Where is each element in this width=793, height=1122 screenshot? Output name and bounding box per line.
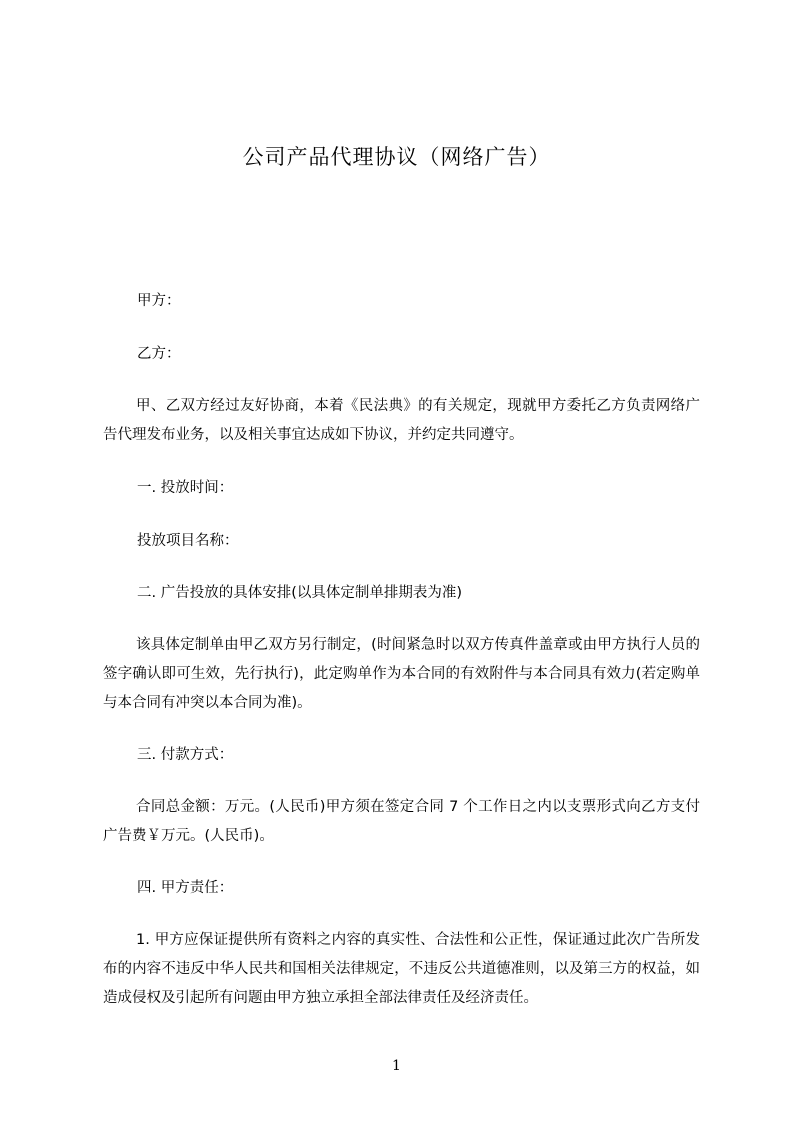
page-number: 1 [392,1058,401,1074]
section3-paragraph: 合同总金额：万元。(人民币)甲方须在签定合同 7 个工作日之内以支票形式向乙方支付广告费￥万元。(人民币)。 [103,799,700,844]
section4-heading: 四. 甲方责任： [137,880,234,896]
section1-heading: 一. 投放时间： [137,480,234,496]
section2-paragraph: 该具体定制单由甲乙双方另行制定，(时间紧急时以双方传真件盖章或由甲方执行人员的签字确认即可生效，先行执行)，此定购单作为本合同的有效附件与本合同具有效力(若定购单与本合同有冲突以本合同为准)。 [103,637,700,711]
project-name-label: 投放项目名称： [137,533,239,549]
party-a-label: 甲方： [137,293,181,309]
intro-paragraph: 甲、乙双方经过友好协商，本着《民法典》的有关规定，现就甲方委托乙方负责网络广告代理发布业务，以及相关事宜达成如下协议，并约定共同遵守。 [103,398,700,443]
section3-heading: 三. 付款方式： [137,747,234,763]
document-title: 公司产品代理协议（网络广告） [242,145,551,169]
party-b-label: 乙方： [137,346,181,362]
section4-item1-paragraph: 1. 甲方应保证提供所有资料之内容的真实性、合法性和公正性，保证通过此次广告所发布的内容不违反中华人民共和国相关法律规定，不违反公共道德准则，以及第三方的权益，如造成侵权及引起所有问题由甲方独立承担全部法律责任及经济责任。 [103,932,700,1006]
section2-heading: 二. 广告投放的具体安排(以具体定制单排期表为准) [137,585,463,601]
